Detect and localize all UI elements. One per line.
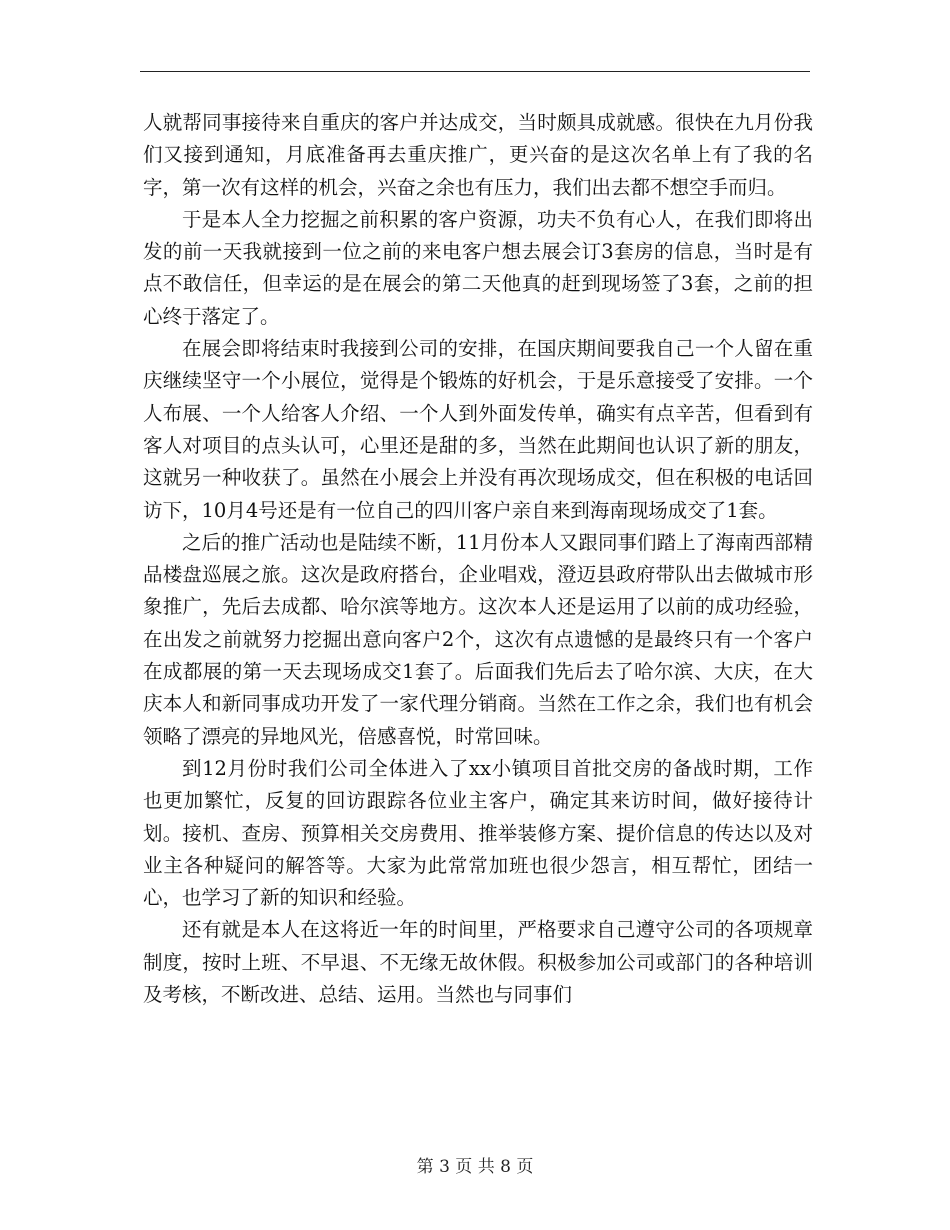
header-rule [140, 71, 810, 72]
paragraph-1: 人就帮同事接待来自重庆的客户并达成交，当时颇具成就感。很快在九月份我们又接到通知，月底准备再去重庆推广，更兴奋的是这次名单上有了我的名字，第一次有这样的机会，兴奋之余也有压力，我们出去都不想空手而归。 [143, 111, 813, 199]
paragraph-6: 还有就是本人在这将近一年的时间里，严格要求自己遵守公司的各项规章制度，按时上班、不早退、不无缘无故休假。积极参加公司或部门的各种培训及考核，不断改进、总结、运用。当然也与同事们 [143, 918, 813, 1007]
paragraph-4: 之后的推广活动也是陆续不断，11月份本人又跟同事们踏上了海南西部精品楼盘巡展之旅。这次是政府搭台，企业唱戏，澄迈县政府带队出去做城市形象推广，先后去成都、哈尔滨等地方。这次本人还是运用了以前的成功经验，在出发之前就努力挖掘出意向客户2个，这次有点遗憾的是最终只有一个客户在成都展的第一天去现场成交1套了。后面我们先后去了哈尔滨、大庆，在大庆本人和新同事成功开发了一家代理分销商。当然在工作之余，我们也有机会领略了漂亮的异地风光，倍感喜悦，时常回味。 [143, 530, 813, 748]
paragraph-5: 到12月份时我们公司全体进入了xx小镇项目首批交房的备战时期，工作也更加繁忙，反复的回访跟踪各位业主客户，确定其来访时间，做好接待计划。接机、查房、预算相关交房费用、推举装修方案、提价信息的传达以及对业主各种疑问的解答等。大家为此常常加班也很少怨言，相互帮忙，团结一心，也学习了新的知识和经验。 [143, 756, 813, 910]
paragraph-2: 于是本人全力挖掘之前积累的客户资源，功夫不负有心人，在我们即将出发的前一天我就接到一位之前的来电客户想去展会订3套房的信息，当时是有点不敢信任，但幸运的是在展会的第二天他真的赶到现场签了3套，之前的担心终于落定了。 [143, 207, 813, 328]
paragraph-3: 在展会即将结束时我接到公司的安排，在国庆期间要我自己一个人留在重庆继续坚守一个小展位，觉得是个锻炼的好机会，于是乐意接受了安排。一个人布展、一个人给客人介绍、一个人到外面发传单，确实有点辛苦，但看到有客人对项目的点头认可，心里还是甜的多，当然在此期间也认识了新的朋友，这就另一种收获了。虽然在小展会上并没有再次现场成交，但在积极的电话回访下，10月4号还是有一位自己的四川客户亲自来到海南现场成交了1套。 [143, 337, 813, 522]
page-number-footer: 第 3 页 共 8 页 [416, 1157, 534, 1177]
document-body [143, 107, 813, 1011]
